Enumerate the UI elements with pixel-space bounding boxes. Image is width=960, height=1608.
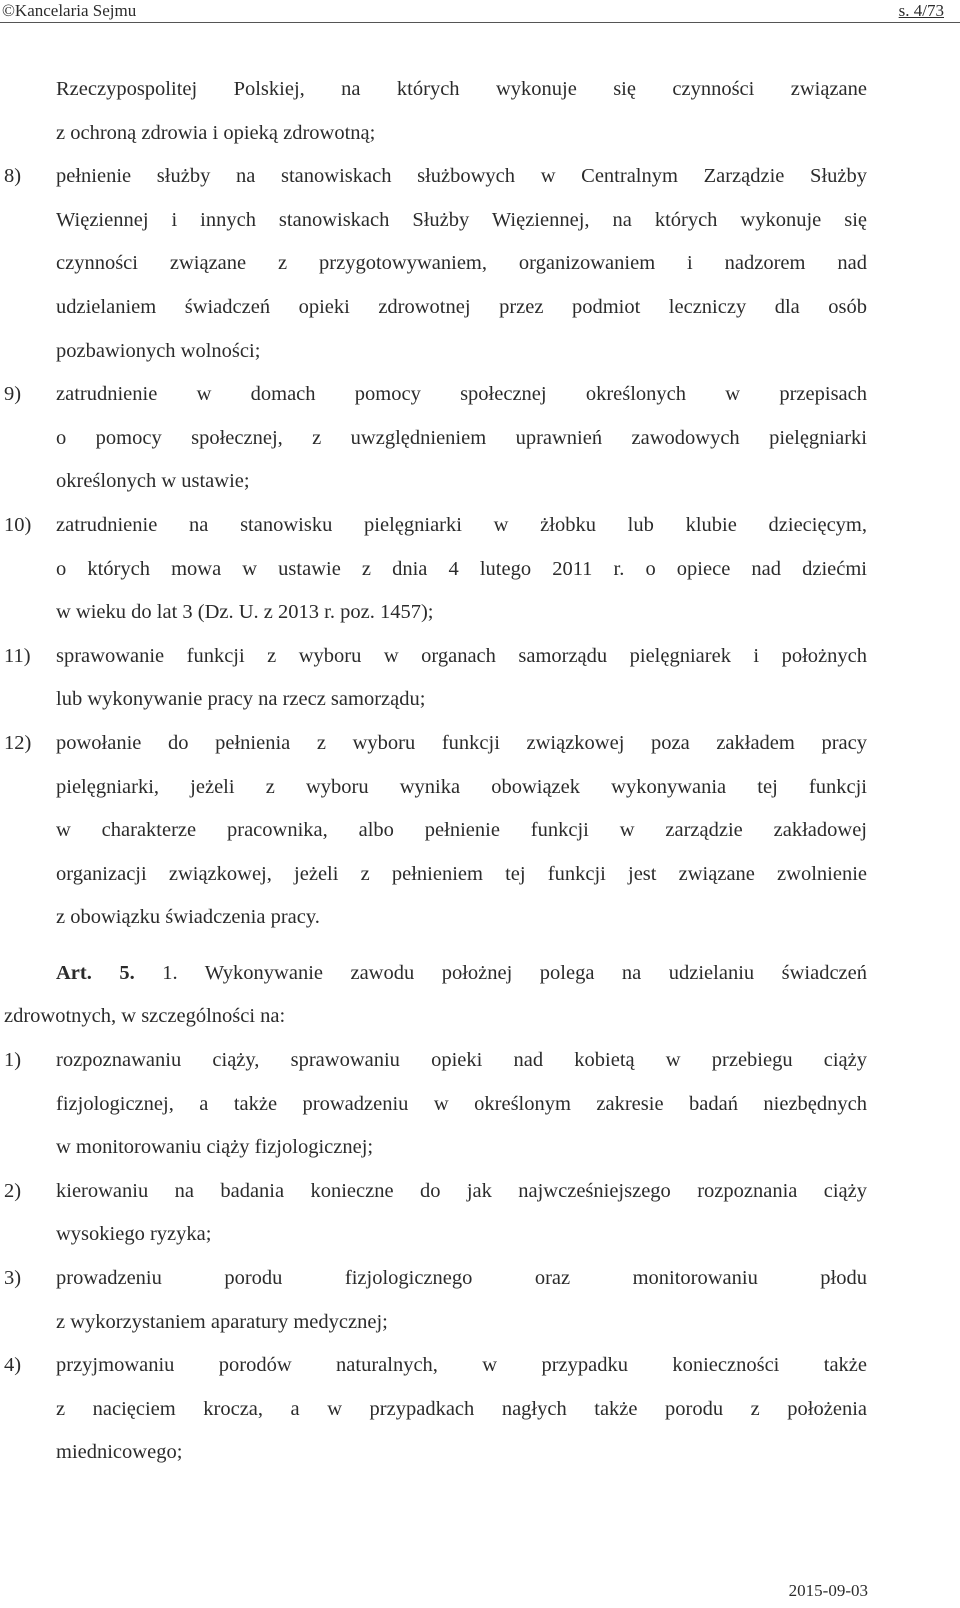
text-line [0,1344,960,1388]
page-header [0,0,960,22]
list-section [0,68,960,940]
text-line [0,635,960,679]
line-text: rozpoznawaniu ciąży, sprawowaniu opieki nad kobietą w przebiegu ciąży [56,1049,867,1072]
line-text: fizjologicznej, a także prowadzeniu w określonym zakresie badań niezbędnych [56,1092,867,1115]
text-line [0,1039,960,1083]
header-rule [0,22,960,23]
list-number: 12) [4,731,32,754]
line-text: przyjmowaniu porodów naturalnych, w przypadku konieczności także [56,1354,867,1377]
text-line [0,417,960,461]
line-text: z wykorzystaniem aparatury medycznej; [56,1310,388,1333]
text-line [0,1126,960,1170]
line-text: Więziennej i innych stanowiskach Służby Więziennej, na których wykonuje się [56,208,867,231]
line-text: zatrudnienie w domach pomocy społecznej określonych w przepisach [56,383,867,406]
text-line [0,504,960,548]
line-text: w monitorowaniu ciąży fizjologicznej; [56,1136,374,1159]
line-text: pielęgniarki, jeżeli z wyboru wynika obowiązek wykonywania tej funkcji [56,775,867,798]
text-line [0,1083,960,1127]
article-first-line [56,952,867,996]
line-text: o pomocy społecznej, z uwzględnieniem uprawnień zawodowych pielęgniarki [56,426,867,449]
text-line [0,809,960,853]
document-date: 2015-09-03 [788,1581,868,1600]
copyright-label: ©Kancelaria Sejmu [2,1,137,20]
line-text: organizacji związkowej, jeżeli z pełnieniem tej funkcji jest związane zwolnienie [56,862,867,885]
line-text: w charakterze pracownika, albo pełnienie funkcji w zarządzie zakładowej [56,819,867,842]
text-line [0,1388,960,1432]
text-line [0,722,960,766]
line-text: wysokiego ryzyka; [56,1223,212,1246]
line-text: prowadzeniu porodu fizjologicznego oraz monitorowaniu płodu [56,1267,867,1290]
line-text: powołanie do pełnienia z wyboru funkcji związkowej poza zakładem pracy [56,731,867,754]
list-number: 1) [4,1049,22,1072]
text-line [0,286,960,330]
line-text: pozbawionych wolności; [56,339,261,362]
text-line [0,1301,960,1345]
text-line [0,68,960,112]
line-text: w wieku do lat 3 (Dz. U. z 2013 r. poz. 1457); [56,601,434,624]
list-number: 8) [4,165,22,188]
text-line [0,460,960,504]
list-number: 4) [4,1354,22,1377]
line-text: kierowaniu na badania konieczne do jak najwcześniejszego rozpoznania ciąży [56,1179,867,1202]
article-label: Art. 5. [56,961,135,984]
line-text: określonych w ustawie; [56,470,250,493]
line-text: udzielaniem świadczeń opieki zdrowotnej przez podmiot leczniczy dla osób [56,295,867,318]
text-line [0,853,960,897]
section-gap [0,940,960,952]
article-second-line-row [0,995,960,1039]
text-line [0,1170,960,1214]
text-line [0,1431,960,1475]
text-line [0,1213,960,1257]
text-line [0,591,960,635]
line-text: zatrudnienie na stanowisku pielęgniarki w żłobku lub klubie dziecięcym, [56,513,867,536]
text-line [0,896,960,940]
line-text: z obowiązku świadczenia pracy. [56,906,320,929]
line-text: Rzeczypospolitej Polskiej, na których wykonuje się czynności związane [56,78,867,100]
text-line [0,1257,960,1301]
document-body [0,68,960,1475]
line-text: czynności związane z przygotowywaniem, organizowaniem i nadzorem nad [56,252,867,275]
text-line [0,199,960,243]
line-text: pełnienie służby na stanowiskach służbowych w Centralnym Zarządzie Służby [56,165,867,188]
text-line [0,548,960,592]
line-text: sprawowanie funkcji z wyboru w organach samorządu pielęgniarek i położnych [56,644,867,667]
list-number: 10) [4,513,32,536]
text-line [0,330,960,374]
text-line [0,112,960,156]
list-number: 9) [4,383,22,406]
line-text: lub wykonywanie pracy na rzecz samorządu; [56,688,426,711]
line-text: z nacięciem krocza, a w przypadkach nagłych także porodu z położenia [56,1397,867,1420]
article-second-line: zdrowotnych, w szczególności na: [4,1005,286,1028]
line-text: o których mowa w ustawie z dnia 4 lutego 2011 r. o opiece nad dziećmi [56,557,867,580]
list-number: 2) [4,1179,22,1202]
text-line [0,242,960,286]
article-list-section [0,1039,960,1475]
text-line [0,766,960,810]
text-line [0,678,960,722]
text-line [0,373,960,417]
list-number: 11) [4,644,31,667]
line-text: z ochroną zdrowia i opieką zdrowotną; [56,121,376,144]
text-line [0,155,960,199]
line-text: miednicowego; [56,1441,183,1464]
article-heading-line [0,952,960,996]
list-number: 3) [4,1267,22,1290]
article-intro: 1. Wykonywanie zawodu położnej polega na udzielaniu świadczeń [162,961,867,984]
page-number-link[interactable]: s. 4/73 [898,1,944,20]
